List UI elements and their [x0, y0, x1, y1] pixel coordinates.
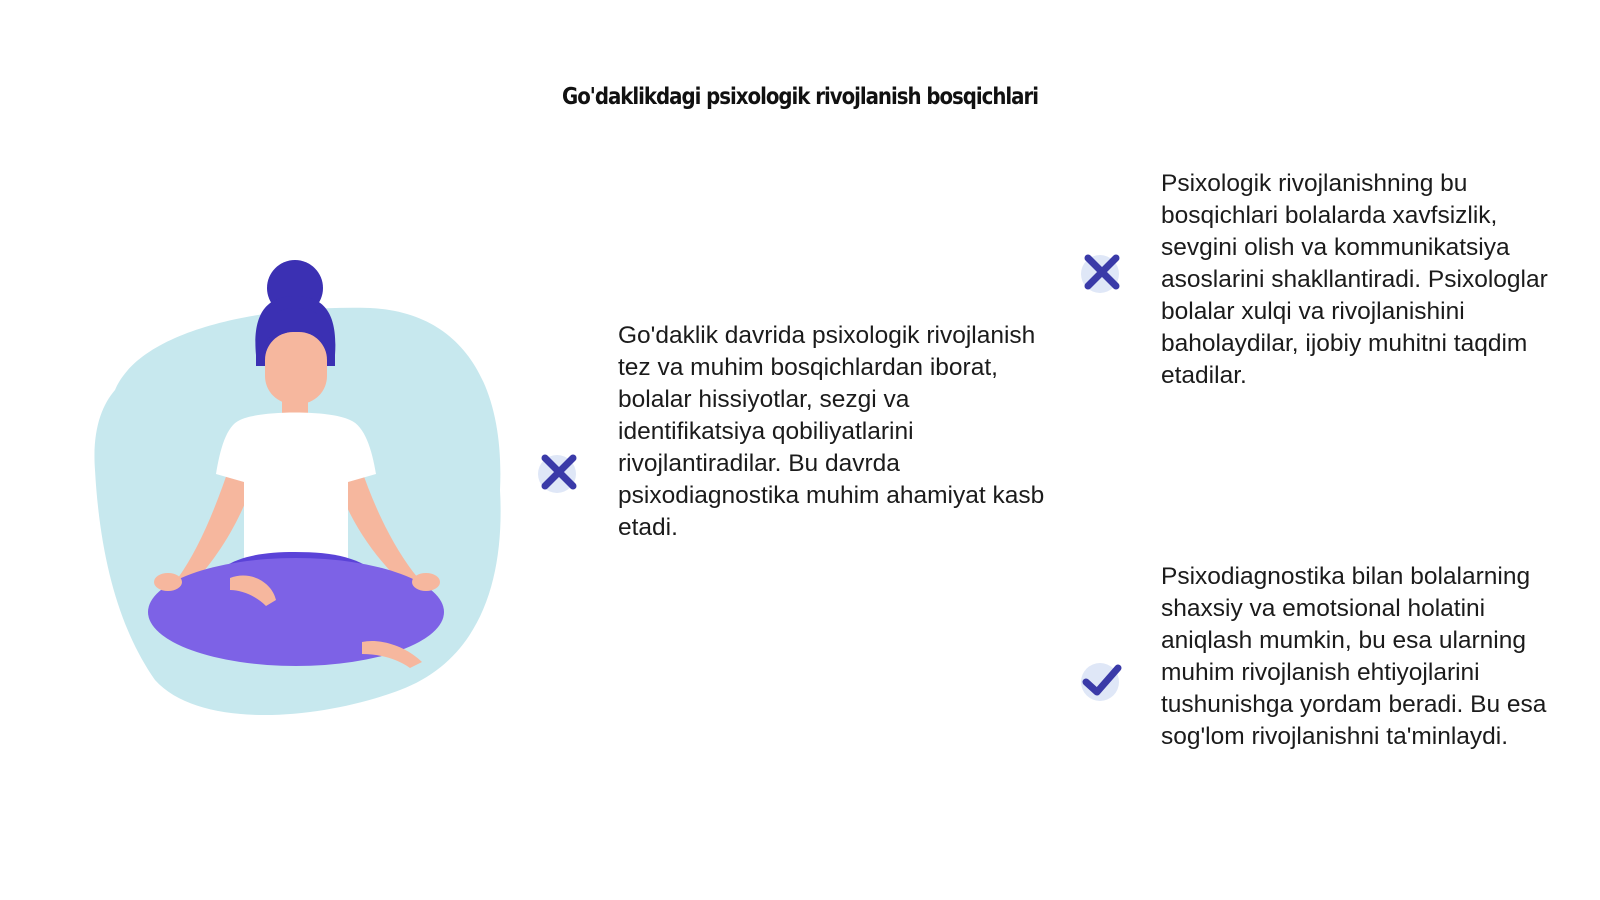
checkmark-icon — [1080, 660, 1124, 704]
point-text-2: Psixologik rivojlanishning bu bosqichlari bolalarda xavfsizlik, sevgini olish va kommunikatsiya asoslarini shakllantiradi. Psixologlar bolalar xulqi va rivojlanishini baholaydilar, ijobiy muhitni taqdim etadilar. — [1161, 170, 1548, 389]
cross-icon — [537, 450, 581, 494]
cross-icon — [1080, 250, 1124, 294]
meditating-woman-icon — [80, 260, 520, 740]
face — [265, 332, 327, 404]
left-hand — [154, 573, 182, 591]
slide-title: Go'daklikdagi psixologik rivojlanish bosqichlari — [562, 84, 1038, 110]
point-text-1: Go'daklik davrida psixologik rivojlanish tez va muhim bosqichlardan iborat, bolalar hissiyotlar, sezgi va identifikatsiya qobiliyatlarini rivojlantiradilar. Bu davrda psixodiagnostika muhim ahamiyat kasb etadi. — [618, 322, 1045, 541]
right-hand — [412, 573, 440, 591]
point-text-3: Psixodiagnostika bilan bolalarning shaxsiy va emotsional holatini aniqlash mumkin, bu esa ularning muhim rivojlanish ehtiyojlarini tushunishga yordam beradi. Bu esa sog'lom rivojlanishni ta'minlaydi. — [1161, 563, 1547, 750]
